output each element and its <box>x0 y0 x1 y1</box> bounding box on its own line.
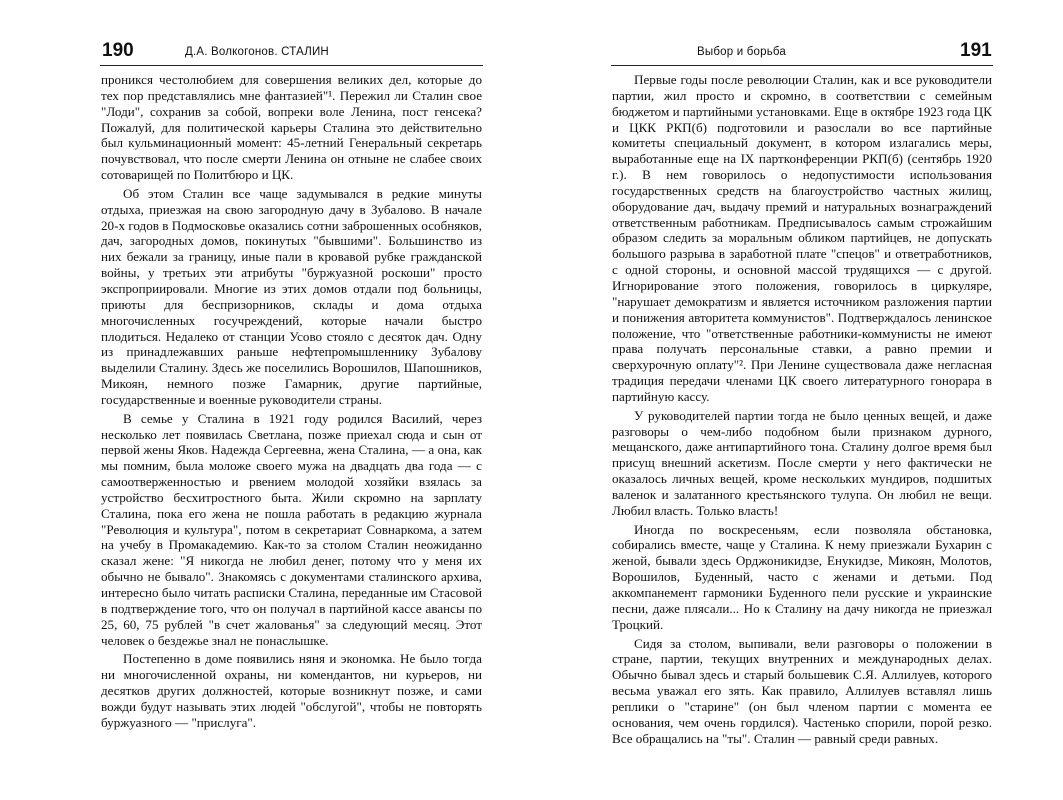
paragraph: Первые годы после революции Сталин, как и все руководители партии, жил просто и скромно, в соответствии с семейным бюджетом и партийными установками. Еще в октябре 1923 года ЦК и ЦКК РКП(б) подготовили и разослали во все партийные комитеты специальный документ, в котором излагались меры, выработанные еще на IX партконференции РКП(б) (сентябрь 1920 г.). В нем говорилось о недопустимости использования государственных средств на благоустройство частных жилищ, оборудование дач, выдачу премий и натуральных вознаграждений ответственным работникам. Предписывалось самым строжайшим образом следить за моральным обликом партийцев, не допускать большого разрыва в заработной плате "спецов" и ответработников, с одной стороны, и основной массой трудящихся — с другой. Игнорирование этого положения, говорилось в циркуляре, "нарушает демократизм и является источником разложения партии и понижения авторитета коммунистов". Подтверждалось ленинское положение, что "ответственные работники-коммунисты не имеют права получать персональные ставки, а равно премии и сверхурочную оплату"². При Ленине существовала даже негласная традиция передачи членами ЦК своего литературного гонорара в партийную кассу. <box>612 72 992 404</box>
paragraph: В семье у Сталина в 1921 году родился Василий, через несколько лет появилась Светлана, позже приехал сюда и сын от первой жены Яков. Надежда Сергеевна, жена Сталина, — а она, как мы помним, была моложе своего мужа на двадцать два года — с самоотверженностью и рвением молодой хозяйки взялась за устройство бесхитростного быта. Жили скромно на зарплату Сталина, пока его жена не пошла работать в редакцию журнала "Революция и культура", потом в секретариат Совнаркома, а затем на учебу в Промакадемию. Как-то за столом Сталин неожиданно сказал жене: "Я никогда не любил денег, потому что у меня их обычно не бывало". Знакомясь с документами сталинского архива, интересно было читать расписки Сталина, переданные им Стасовой в подтверждение того, что он получал в партийной кассе авансы по 25, 60, 75 рублей "в счет жалованья" за следующий месяц. Этот человек о бездежье знал не понаслышке. <box>101 410 482 648</box>
paragraph: У руководителей партии тогда не было ценных вещей, и даже разговоры о чем-либо подобном были признаком дурного, мещанского, даже антипартийного тона. Сталину долгое время был присущ внешний аскетизм. После смерти у него фактически не оказалось личных вещей, кроме нескольких мундиров, подшитых валенок и залатанного крестьянского тулупа. Он любил не вещи. Любил власть. Только власть! <box>612 407 992 518</box>
running-head: Выбор и борьба <box>697 46 787 58</box>
paragraph: Иногда по воскресеньям, если позволяла обстановка, собирались вместе, чаще у Сталина. К нему приезжали Бухарин с женой, бывали здесь Орджоникидзе, Енукидзе, Микоян, Молотов, Ворошилов, Буденный, часто с женами и детьми. Под аккомпанемент гармоники Буденного пели русские и украинские песни, даже плясали... Но к Сталину на дачу никогда не приезжал Троцкий. <box>612 521 992 632</box>
right-page-body <box>612 72 992 746</box>
right-page-header <box>532 40 1063 66</box>
right-page <box>532 0 1063 800</box>
running-head: Д.А. Волкогонов. СТАЛИН <box>185 46 329 58</box>
page-number: 191 <box>960 40 992 61</box>
paragraph: Постепенно в доме появились няня и экономка. Не было тогда ни многочисленной охраны, ни комендантов, ни курьеров, ни десятков других должностей, которые возникнут позже, и сами вожди будут называть этих людей "обслугой", чтобы не повторять буржуазного — "прислуга". <box>101 651 482 730</box>
header-rule <box>611 65 993 66</box>
paragraph: Об этом Сталин все чаще задумывался в редкие минуты отдыха, приезжая на свою загородную дачу в Зубалово. В начале 20-х годов в Подмосковье оказались сотни заброшенных особняков, дач, загородных домов, покинутых "бывшими". Большинство из них бежали за границу, иные пали в кровавой рубке гражданской войны, у третьих эти атрибуты "буржуазной роскоши" просто экспроприировали. Многие из этих домов отдали под больницы, приюты для беспризорников, склады и дома отдыха многочисленных госучреждений, которые начали быстро плодиться. Недалеко от станции Усово стояло с десяток дач. Одну из принадлежавших раньше нефтепромышленнику Зубалову выделили Сталину. Здесь же поселились Ворошилов, Шапошников, Микоян, немного позже Гамарник, другие партийные, государственные и военные руководители страны. <box>101 185 482 407</box>
header-rule <box>100 65 483 66</box>
page-number: 190 <box>102 40 134 61</box>
left-page-body <box>101 72 482 731</box>
left-page <box>0 0 531 800</box>
left-page-header <box>0 40 531 66</box>
paragraph: проникся честолюбием для совершения великих дел, которые до тех пор представлялись мне фантазией"¹. Пережил ли Сталин свое "Лоди", сохранив за собой, вопреки воле Ленина, пост генсека? Пожалуй, для политической карьеры Сталина это действительно был кульминационный момент: 45-летний Генеральный секретарь почувствовал, что после смерти Ленина он отныне не слабее своих сотоварищей по Политбюро и ЦК. <box>101 72 482 183</box>
paragraph: Сидя за столом, выпивали, вели разговоры о положении в стране, партии, текущих внутренних и международных делах. Обычно бывал здесь и старый большевик С.Я. Аллилуев, которого весьма уважал его зять. Как правило, Аллилуев вставлял лишь реплики о "старине" (он был членом партии с момента ее основания, чем очень гордился). Частенько спорили, порой резко. Все обращались на "ты". Сталин — равный среди равных. <box>612 635 992 746</box>
